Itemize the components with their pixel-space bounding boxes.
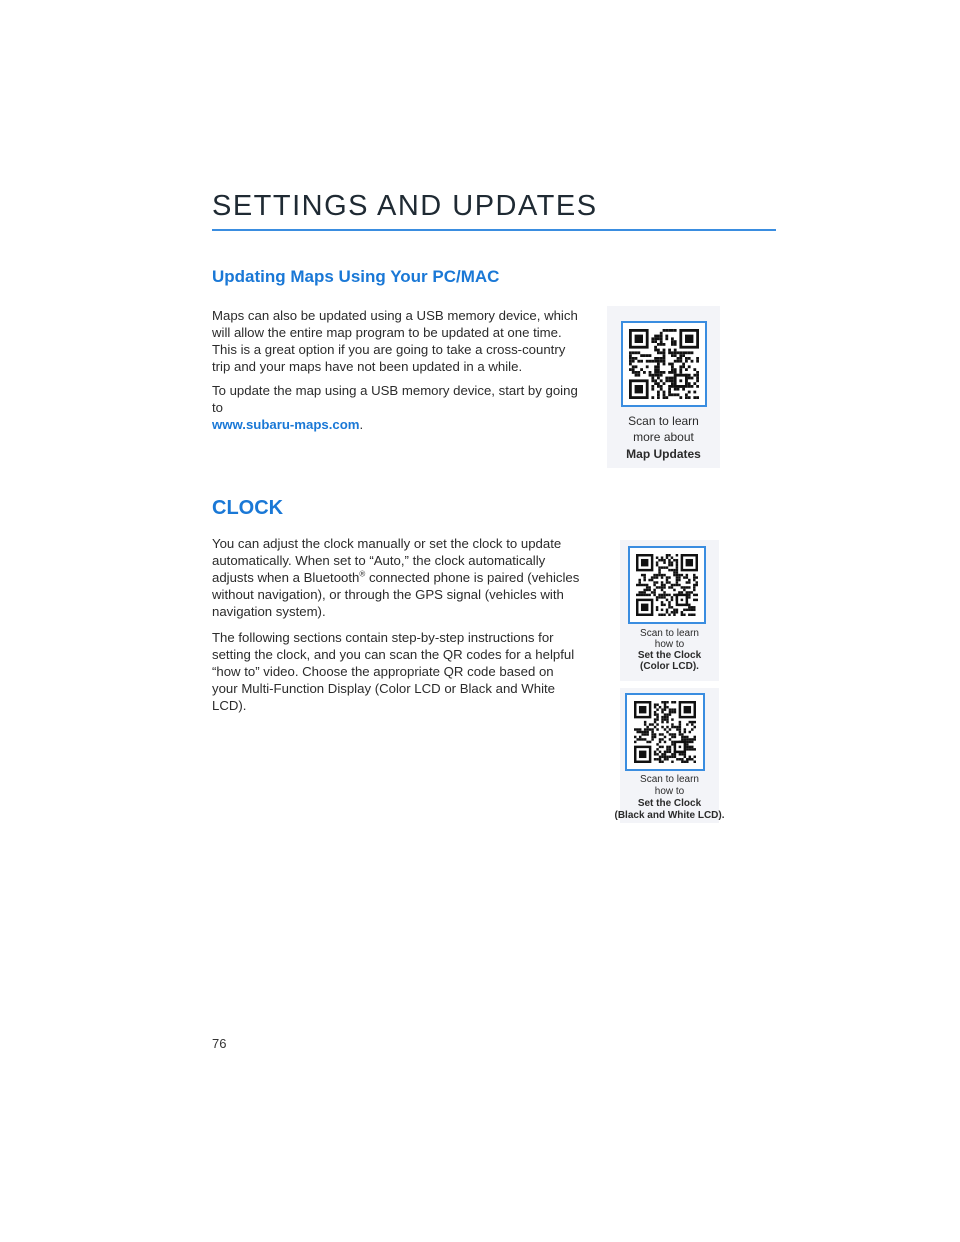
clock-paragraph-1-text: You can adjust the clock manually or set the clock to update automatically. When set to “Auto,” the clock automatically adjusts when a Bluetooth [212,536,562,585]
qr-caption-line: Scan to learn [640,628,699,639]
qr-caption-line: Scan to learn [628,414,699,428]
qr-caption-title: Set the Clock [637,798,702,809]
qr-caption-line: how to [654,639,685,650]
clock-heading: CLOCK [212,497,284,519]
qr-caption-title: Map Updates [626,447,701,461]
qr-code-icon [634,701,696,763]
qr-code-map-updates[interactable] [621,321,707,407]
clock-paragraph-1 [212,535,582,620]
maps-paragraph-2-end: . [359,417,364,432]
qr-caption-line: how to [654,786,685,797]
qr-code-icon [636,554,698,616]
maps-paragraph-2-text: To update the map using a USB memory device, start by going to [212,383,578,415]
maps-paragraph-1: Maps can also be updated using a USB memory device, which will allow the entire map program to be updated at one time. This is a great option if you are going to take a cross-country trip and your maps have not been updated in a while. [212,308,578,374]
maps-paragraph-2 [212,382,582,433]
section-title: SETTINGS AND UPDATES [212,190,598,222]
qr-caption-clock-color [620,628,719,672]
qr-code-clock-color[interactable] [628,546,706,624]
page-number: 76 [212,1036,227,1051]
qr-caption-line: more about [633,430,694,444]
qr-caption-clock-bw [606,774,733,822]
qr-caption-title: (Black and White LCD). [614,810,725,821]
clock-paragraph-1-cont: connected phone is paired (vehicles without navigation), or through the GPS signal (vehicles with navigation system). [212,570,580,619]
qr-caption-title: (Color LCD). [640,661,699,672]
qr-caption-title: Set the Clock [637,650,702,661]
qr-panel-clock-color [620,540,719,681]
section-divider [212,229,776,231]
subaru-maps-link[interactable]: www.subaru-maps.com [212,417,360,432]
qr-code-clock-bw[interactable] [625,693,705,771]
registered-mark: ® [359,569,366,579]
qr-panel-map-updates [607,306,720,468]
qr-code-icon [629,329,699,399]
clock-paragraph-2: The following sections contain step-by-step instructions for setting the clock, and you can scan the QR codes for a helpful “how to” video. Choose the appropriate QR code based on your Multi-Function Display (Color LCD or Black and White LCD). [212,630,575,713]
qr-caption-map-updates [607,413,720,462]
maps-heading: Updating Maps Using Your PC/MAC [212,267,500,286]
qr-panel-clock-bw [614,688,725,823]
qr-caption-line: Scan to learn [640,774,699,785]
